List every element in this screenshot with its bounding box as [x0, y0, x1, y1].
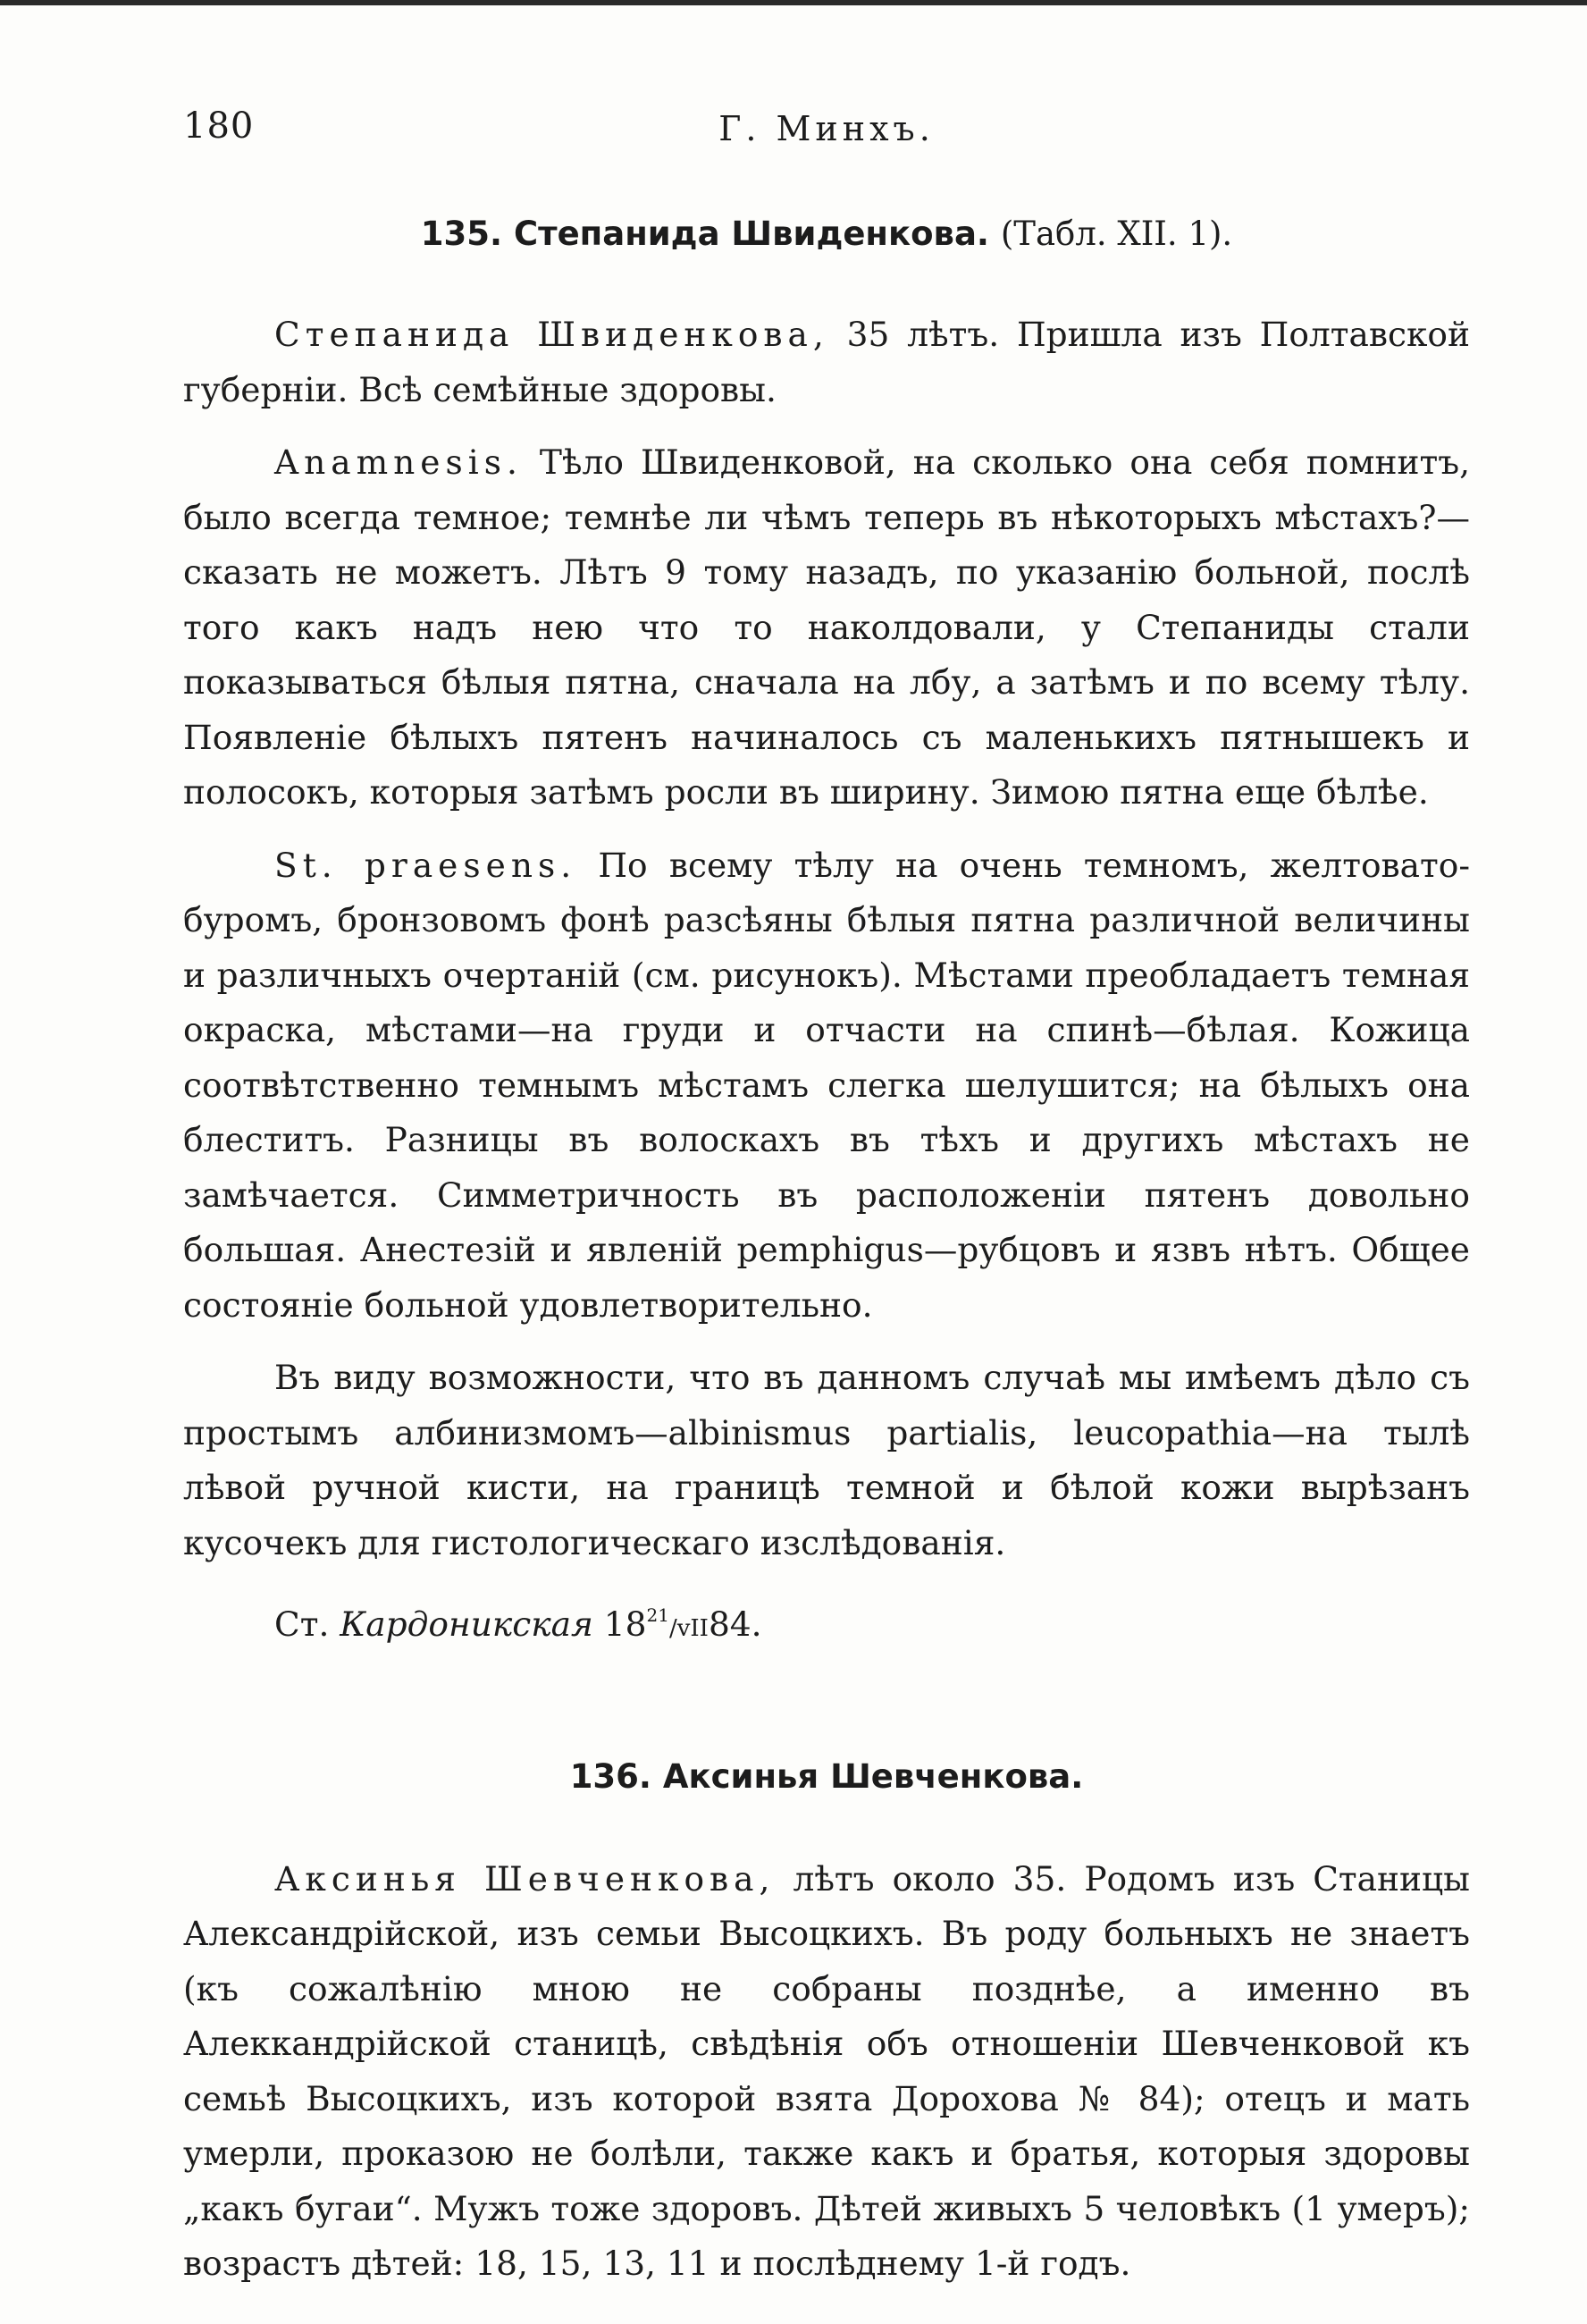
case-136-intro-text: лѣтъ около 35. Родомъ изъ Станицы Александрійской, изъ семьи Высоцкихъ. Въ роду больныхъ не знаетъ (къ сожалѣнію мною не собраны позднѣе, а именно въ Алеккандрійской станицѣ, свѣдѣнія объ отношеніи Шевченковой къ семьѣ Высоцкихъ, изъ которой взята Дорохова № 84); отецъ и мать умерли, проказою не болѣли, также какъ и братья, которыя здоровы „какъ бугаи“. Мужъ тоже здоровъ. Дѣтей живыхъ 5 человѣкъ (1 умеръ); возрастъ дѣтей: 18, 15, 13, 11 и послѣднему 1-й годъ.	[183, 1858, 1470, 2283]
case-135-intro-text: 35 лѣтъ. Пришла изъ Полтавской губерніи. Всѣ семѣйные здоровы.	[183, 315, 1471, 409]
case-136-title: 136. Аксинья Шевченкова.	[569, 1756, 1084, 1796]
signature-year-2: 84.	[708, 1604, 762, 1644]
case-135-signature	[183, 1588, 1470, 1657]
running-head: Г. Минхъ.	[718, 109, 935, 148]
signature-year: 18	[603, 1604, 647, 1644]
praesens-text: По всему тѣлу на очень темномъ, желтовато-буромъ, бронзовомъ фонѣ разсѣяны бѣлыя пятна различной величины и различныхъ очертаній (см. рисунокъ). Мѣстами преобладаетъ темная окраска, мѣстами—на груди и отчасти на спинѣ—бѣлая. Кожица соотвѣтственно темнымъ мѣстамъ слегка шелушится; на бѣлыхъ она блеститъ. Разницы въ волоскахъ въ тѣхъ и другихъ мѣстахъ не замѣчается. Симметричность въ расположеніи пятенъ довольно большая. Анестезій и явленій pemphigus—рубцовъ и язвъ нѣтъ. Общее состояніе больной удовлетворительно.	[183, 845, 1470, 1325]
praesens-label: St. praesens.	[274, 845, 577, 885]
page-top-edge	[0, 0, 1587, 5]
case-136-patient-name: Аксинья Шевченкова,	[274, 1858, 776, 1899]
case-135-table-ref: (Табл. XII. 1).	[1000, 215, 1233, 253]
page-header	[183, 105, 1470, 159]
case-135-patient-name: Степанида Швиденкова,	[274, 315, 829, 354]
anamnesis-text: Тѣло Швиденковой, на сколько она себя помнитъ, было всегда темное; темнѣе ли чѣмъ теперь въ нѣкоторыхъ мѣстахъ?— сказать не можетъ. Лѣтъ 9 тому назадъ, по указанію больной, послѣ того какъ надъ нею что то наколдовали, у Степаниды стали показываться бѣлыя пятна, сначала на лбу, а затѣмъ и по всему тѣлу. Появленіе бѣлыхъ пятенъ начиналось съ маленькихъ пятнышекъ и полосокъ, которыя затѣмъ росли въ ширину. Зимою пятна еще бѣлѣе.	[183, 442, 1470, 812]
page-content	[183, 207, 1470, 2310]
anamnesis-label: Anamnesis.	[274, 442, 523, 482]
case-135-praesens-paragraph	[183, 838, 1470, 1334]
signature-station: Кардоникская	[340, 1604, 593, 1644]
case-135-biopsy-paragraph: Въ виду возможности, что въ данномъ случаѣ мы имѣемъ дѣло съ простымъ албинизмомъ—albinismus partialis, leucopathia—на тылѣ лѣвой ручной кисти, на границѣ темной и бѣлой кожи вырѣзанъ кусочекъ для гистологическаго изслѣдованія.	[183, 1358, 1470, 1562]
case-135-title	[183, 207, 1470, 261]
case-136-intro-paragraph	[183, 1852, 1470, 2292]
page-number: 180	[183, 105, 255, 147]
signature-month: /vII	[668, 1615, 709, 1642]
case-135-anamnesis-paragraph	[183, 435, 1470, 821]
case-135-heading: 135. Степанида Швиденкова.	[420, 215, 989, 253]
signature-place: Ст.	[274, 1604, 330, 1644]
signature-day: 21	[646, 1604, 669, 1626]
case-135-intro-paragraph	[183, 307, 1470, 417]
